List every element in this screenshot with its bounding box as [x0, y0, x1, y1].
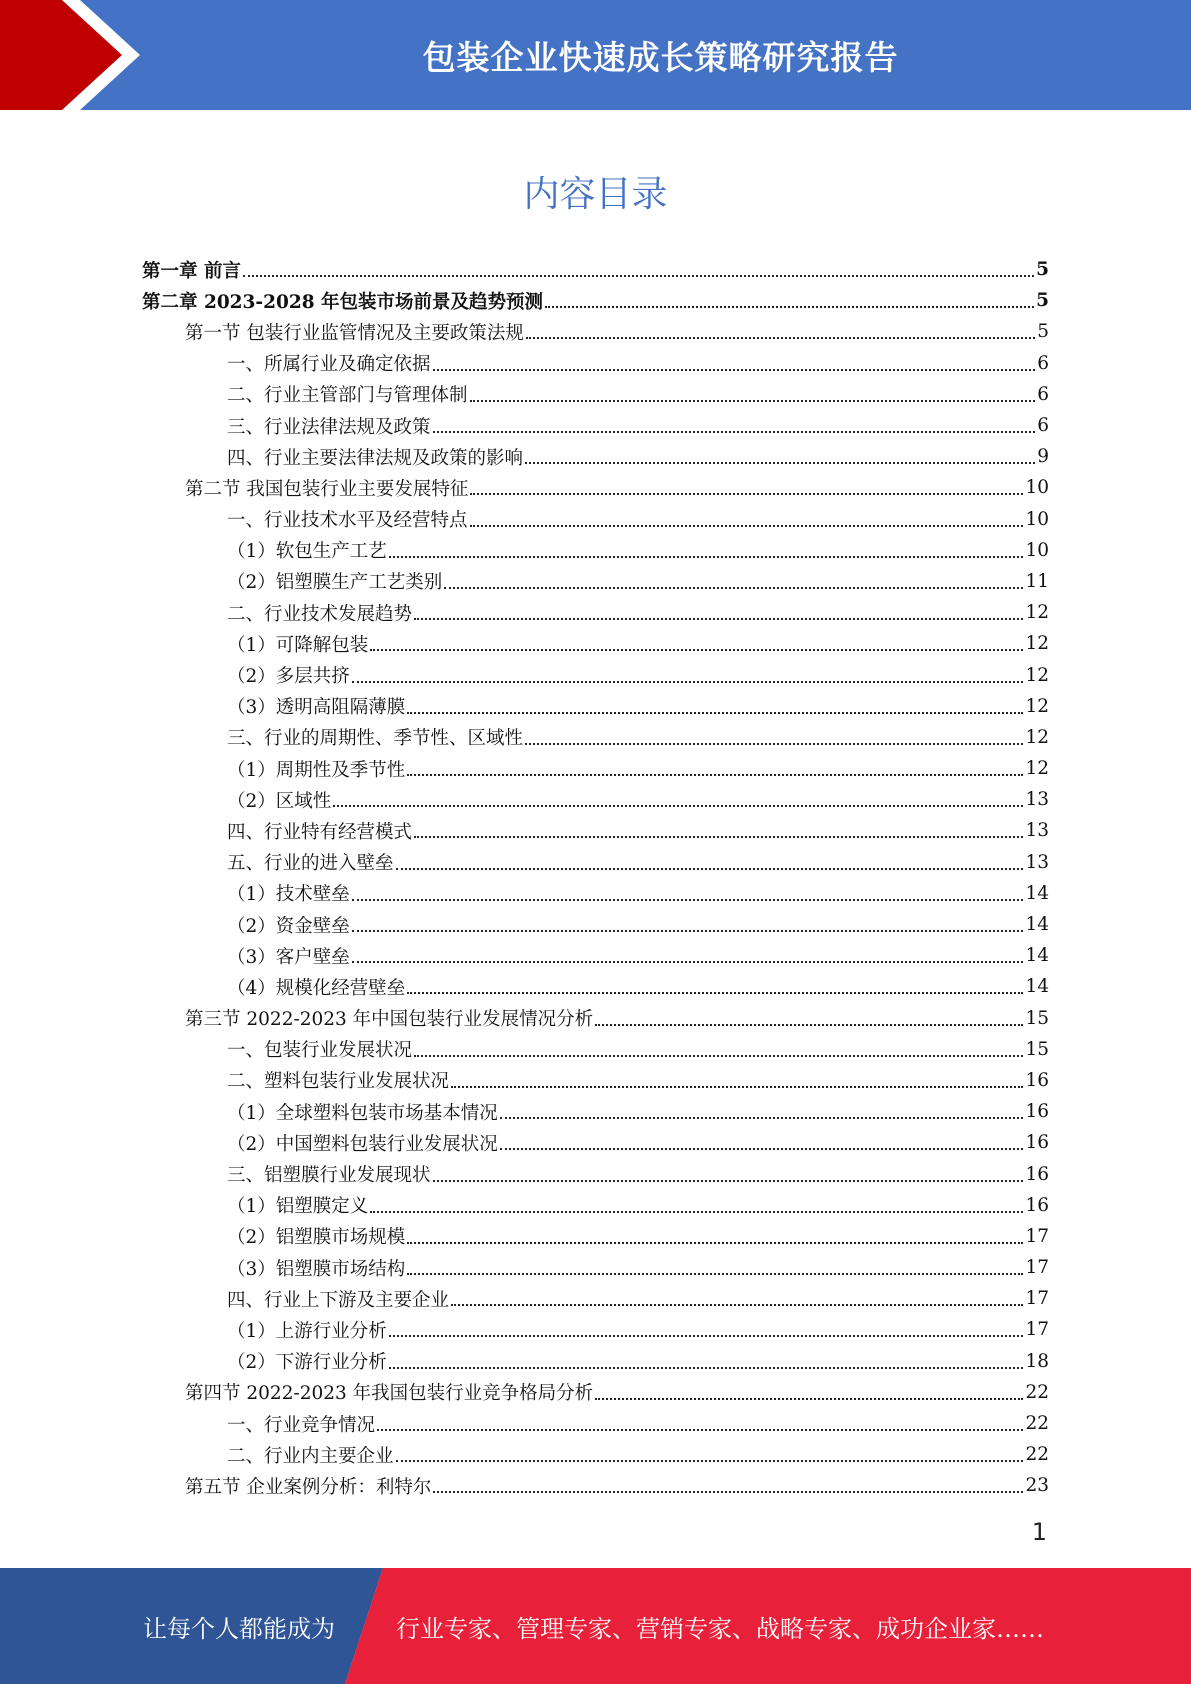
toc-entry[interactable]	[142, 472, 1049, 503]
toc-leader-dots	[500, 1147, 1024, 1150]
toc-entry-page: 6	[1037, 415, 1049, 437]
toc-leader-dots	[333, 804, 1023, 807]
toc-entry-label: （2）铝塑膜生产工艺类别	[227, 572, 443, 594]
toc-entry-page: 14	[1025, 914, 1049, 936]
toc-leader-dots	[545, 305, 1034, 308]
toc-entry-page: 6	[1037, 383, 1049, 405]
toc-entry-page: 12	[1025, 695, 1049, 717]
toc-entry-page: 10	[1025, 477, 1049, 499]
table-of-contents	[142, 254, 1049, 1502]
toc-leader-dots	[396, 867, 1024, 870]
toc-entry-page: 14	[1025, 976, 1049, 998]
toc-entry[interactable]	[142, 1034, 1049, 1065]
toc-entry-label: （1）技术壁垒	[227, 884, 350, 906]
toc-entry[interactable]	[142, 566, 1049, 597]
toc-entry-label: 二、行业主管部门与管理体制	[227, 385, 468, 407]
toc-title: 内容目录	[523, 174, 668, 215]
toc-leader-dots	[407, 773, 1023, 776]
toc-entry-page: 18	[1025, 1350, 1049, 1372]
toc-leader-dots	[595, 1397, 1023, 1400]
toc-leader-dots	[352, 898, 1024, 901]
toc-entry[interactable]	[142, 1377, 1049, 1408]
toc-entry-page: 14	[1025, 945, 1049, 967]
toc-entry[interactable]	[142, 254, 1049, 285]
toc-entry-label: （1）可降解包装	[227, 634, 369, 656]
toc-entry-label: （3）客户壁垒	[227, 946, 350, 968]
toc-entry[interactable]	[142, 940, 1049, 971]
toc-entry-label: （2）多层共挤	[227, 666, 350, 688]
toc-leader-dots	[444, 586, 1023, 589]
toc-entry-label: （1）上游行业分析	[227, 1320, 387, 1342]
toc-entry-page: 11	[1025, 570, 1049, 592]
toc-entry-label: 第二章 2023-2028 年包装市场前景及趋势预测	[142, 291, 544, 313]
toc-entry-label: （4）规模化经营壁垒	[227, 977, 406, 999]
toc-entry-page: 10	[1025, 508, 1049, 530]
toc-leader-dots	[414, 835, 1023, 838]
toc-entry-page: 13	[1025, 820, 1049, 842]
toc-entry-page: 10	[1025, 539, 1049, 561]
toc-entry-label: 第三节 2022-2023 年中国包装行业发展情况分析	[185, 1009, 594, 1031]
toc-entry-label: 三、行业的周期性、季节性、区域性	[227, 728, 524, 750]
toc-entry-page: 12	[1025, 633, 1049, 655]
toc-leader-dots	[243, 274, 1034, 277]
toc-entry[interactable]	[142, 1065, 1049, 1096]
toc-entry-page: 5	[1036, 259, 1049, 281]
toc-leader-dots	[407, 1241, 1023, 1244]
toc-entry[interactable]	[142, 316, 1049, 347]
toc-entry-label: 第二节 我国包装行业主要发展特征	[185, 478, 469, 500]
toc-entry[interactable]	[142, 1439, 1049, 1470]
toc-entry-label: 一、行业技术水平及经营特点	[227, 510, 468, 532]
toc-entry[interactable]	[142, 784, 1049, 815]
red-chevron-icon	[0, 0, 160, 110]
toc-entry[interactable]	[142, 1158, 1049, 1189]
toc-entry[interactable]	[142, 691, 1049, 722]
toc-leader-dots	[451, 1085, 1023, 1088]
toc-entry-page: 9	[1037, 446, 1049, 468]
toc-leader-dots	[370, 1210, 1023, 1213]
toc-entry-page: 17	[1025, 1288, 1049, 1310]
toc-entry-label: 四、行业特有经营模式	[227, 821, 413, 843]
toc-leader-dots	[389, 1366, 1024, 1369]
toc-entry-page: 16	[1025, 1163, 1049, 1185]
toc-entry-page: 16	[1025, 1132, 1049, 1154]
toc-entry[interactable]	[142, 504, 1049, 535]
toc-entry-label: 第五节 企业案例分析：利特尔	[185, 1476, 432, 1498]
toc-entry-label: （2）下游行业分析	[227, 1352, 387, 1374]
toc-leader-dots	[451, 1303, 1023, 1306]
toc-entry-label: 二、塑料包装行业发展状况	[227, 1071, 450, 1093]
toc-entry-label: 五、行业的进入壁垒	[227, 853, 394, 875]
toc-entry-page: 22	[1025, 1413, 1049, 1435]
toc-entry-page: 23	[1025, 1475, 1049, 1497]
toc-entry-label: 一、包装行业发展状况	[227, 1040, 413, 1062]
toc-entry-label: （2）中国塑料包装行业发展状况	[227, 1133, 498, 1155]
toc-leader-dots	[525, 742, 1023, 745]
toc-leader-dots	[389, 1334, 1024, 1337]
toc-entry-page: 12	[1025, 726, 1049, 748]
toc-entry[interactable]	[142, 971, 1049, 1002]
toc-entry-page: 17	[1025, 1257, 1049, 1279]
toc-leader-dots	[433, 1179, 1024, 1182]
toc-entry-page: 13	[1025, 851, 1049, 873]
toc-entry-label: 二、行业内主要企业	[227, 1445, 394, 1467]
toc-entry-label: （3）透明高阻隔薄膜	[227, 697, 406, 719]
toc-leader-dots	[407, 1272, 1023, 1275]
toc-leader-dots	[352, 680, 1024, 683]
toc-entry-label: 一、所属行业及确定依据	[227, 354, 431, 376]
toc-leader-dots	[414, 1054, 1023, 1057]
toc-entry-page: 5	[1037, 321, 1049, 343]
toc-entry[interactable]	[142, 535, 1049, 566]
toc-leader-dots	[595, 1023, 1023, 1026]
toc-entry[interactable]	[142, 441, 1049, 472]
toc-entry-label: 第四节 2022-2023 年我国包装行业竞争格局分析	[185, 1383, 594, 1405]
toc-leader-dots	[407, 711, 1023, 714]
toc-leader-dots	[389, 555, 1024, 558]
toc-entry[interactable]	[142, 348, 1049, 379]
toc-entry-label: 四、行业主要法律法规及政策的影响	[227, 447, 524, 469]
toc-entry[interactable]	[142, 1252, 1049, 1283]
toc-entry[interactable]	[142, 1470, 1049, 1501]
toc-entry[interactable]	[142, 597, 1049, 628]
toc-entry-label: 三、行业法律法规及政策	[227, 416, 431, 438]
toc-entry[interactable]	[142, 410, 1049, 441]
toc-entry[interactable]	[142, 1221, 1049, 1252]
toc-leader-dots	[352, 929, 1024, 932]
toc-entry-label: （1）软包生产工艺	[227, 541, 387, 563]
toc-entry[interactable]	[142, 909, 1049, 940]
toc-entry[interactable]	[142, 753, 1049, 784]
toc-entry-page: 12	[1025, 758, 1049, 780]
toc-entry-page: 5	[1036, 290, 1049, 312]
toc-entry[interactable]	[142, 285, 1049, 316]
toc-entry-label: 一、行业竞争情况	[227, 1414, 376, 1436]
page-number: 1	[1031, 1518, 1047, 1546]
toc-entry[interactable]	[142, 1127, 1049, 1158]
toc-entry-page: 13	[1025, 789, 1049, 811]
toc-entry-page: 15	[1025, 1007, 1049, 1029]
toc-entry[interactable]	[142, 847, 1049, 878]
toc-entry-label: 四、行业上下游及主要企业	[227, 1289, 450, 1311]
toc-entry-label: （3）铝塑膜市场结构	[227, 1258, 406, 1280]
toc-entry[interactable]	[142, 1190, 1049, 1221]
toc-leader-dots	[377, 1428, 1023, 1431]
toc-entry-label: （2）铝塑膜市场规模	[227, 1227, 406, 1249]
toc-entry-label: （1）铝塑膜定义	[227, 1196, 369, 1218]
toc-entry[interactable]	[142, 1408, 1049, 1439]
toc-leader-dots	[470, 524, 1024, 527]
toc-leader-dots	[525, 461, 1035, 464]
toc-leader-dots	[433, 368, 1036, 371]
toc-entry-page: 16	[1025, 1069, 1049, 1091]
toc-entry-page: 6	[1037, 352, 1049, 374]
toc-entry-page: 17	[1025, 1225, 1049, 1247]
toc-entry[interactable]	[142, 379, 1049, 410]
toc-entry-label: 第一章 前言	[142, 260, 241, 282]
toc-entry[interactable]	[142, 722, 1049, 753]
toc-entry[interactable]	[142, 1314, 1049, 1345]
toc-entry-label: 第一节 包装行业监管情况及主要政策法规	[185, 322, 524, 344]
toc-leader-dots	[470, 399, 1036, 402]
toc-entry-page: 16	[1025, 1101, 1049, 1123]
toc-entry-label: 二、行业技术发展趋势	[227, 603, 413, 625]
toc-leader-dots	[433, 430, 1036, 433]
toc-leader-dots	[407, 991, 1023, 994]
toc-entry-page: 14	[1025, 882, 1049, 904]
footer-band	[0, 1568, 1191, 1684]
toc-entry-page: 12	[1025, 602, 1049, 624]
toc-entry-label: （2）资金壁垒	[227, 915, 350, 937]
toc-entry[interactable]	[142, 628, 1049, 659]
toc-entry[interactable]	[142, 1096, 1049, 1127]
toc-entry-page: 22	[1025, 1444, 1049, 1466]
toc-entry-label: （1）周期性及季节性	[227, 759, 406, 781]
toc-entry-page: 12	[1025, 664, 1049, 686]
toc-leader-dots	[414, 617, 1023, 620]
footer-slogan-left: 让每个人都能成为	[143, 1614, 335, 1643]
toc-entry-page: 17	[1025, 1319, 1049, 1341]
toc-entry[interactable]	[142, 1283, 1049, 1314]
toc-leader-dots	[433, 1490, 1023, 1493]
toc-leader-dots	[352, 960, 1024, 963]
toc-entry[interactable]	[142, 659, 1049, 690]
toc-leader-dots	[526, 336, 1035, 339]
toc-entry-label: 三、铝塑膜行业发展现状	[227, 1165, 431, 1187]
toc-leader-dots	[370, 648, 1023, 651]
header-band	[0, 0, 1191, 110]
toc-entry-label: （2）区域性	[227, 790, 332, 812]
toc-leader-dots	[500, 1116, 1024, 1119]
toc-entry[interactable]	[142, 1346, 1049, 1377]
toc-entry-page: 22	[1025, 1381, 1049, 1403]
toc-leader-dots	[470, 492, 1023, 495]
toc-entry[interactable]	[142, 1003, 1049, 1034]
toc-leader-dots	[396, 1459, 1024, 1462]
toc-entry[interactable]	[142, 815, 1049, 846]
toc-entry-page: 15	[1025, 1038, 1049, 1060]
toc-entry-page: 16	[1025, 1194, 1049, 1216]
report-title: 包装企业快速成长策略研究报告	[422, 37, 899, 77]
footer-slogan-right: 行业专家、管理专家、营销专家、战略专家、成功企业家……	[396, 1614, 1044, 1643]
toc-entry[interactable]	[142, 878, 1049, 909]
toc-entry-label: （1）全球塑料包装市场基本情况	[227, 1102, 498, 1124]
